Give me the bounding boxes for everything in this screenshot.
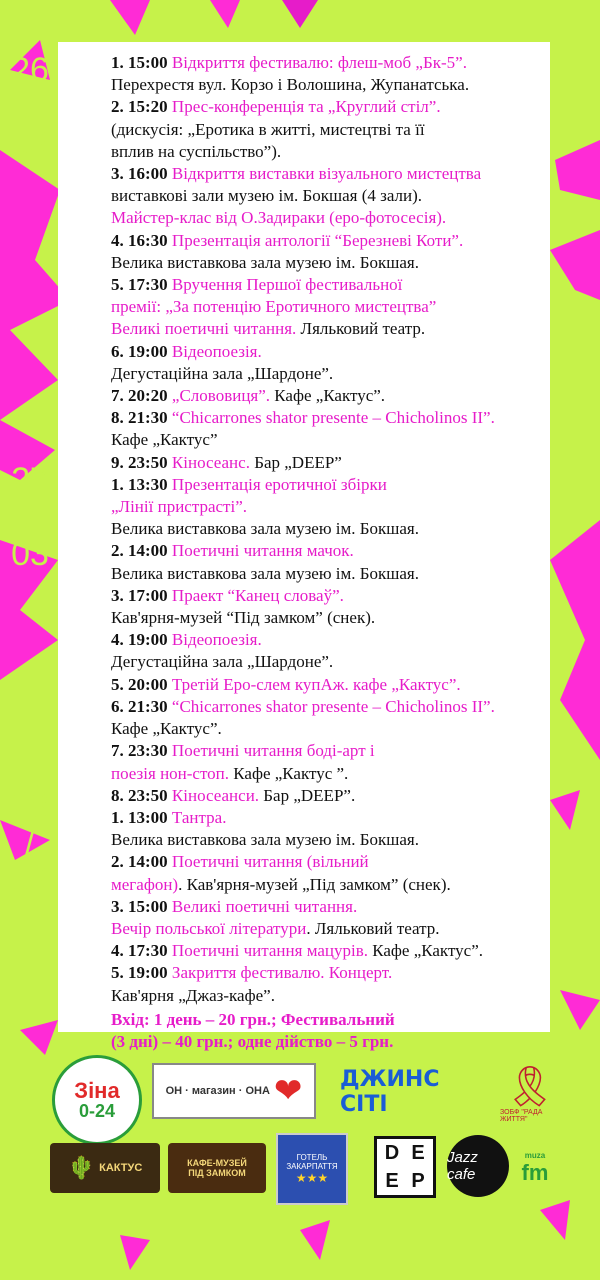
schedule-line xyxy=(111,651,551,673)
event-title: Поетичні читання (вільний xyxy=(171,852,369,872)
event-time: 4. 19:00 xyxy=(111,630,172,650)
ribbon-icon: 🎗 xyxy=(504,1065,556,1109)
event-time: 1. 13:00 xyxy=(111,807,172,827)
event-title: Презентація еротичної збірки xyxy=(171,474,387,494)
schedule-line xyxy=(111,296,551,318)
event-time: 5. 19:00 xyxy=(111,963,172,983)
event-venue: Кафе „Кактус”. xyxy=(367,941,483,961)
fm-text: fm xyxy=(521,1159,549,1185)
event-venue: Дегустаційна зала „Шардоне”. xyxy=(111,363,334,383)
schedule-line xyxy=(111,518,551,540)
event-venue: Велика виставкова зала музею ім. Бокшая. xyxy=(111,563,420,583)
heart-icon: ❤ xyxy=(273,1072,303,1110)
event-time: 9. 23:50 xyxy=(111,452,172,472)
event-time: 3. 17:00 xyxy=(111,585,172,605)
ribbon-text: ЗОБФ "РАДА ЖИТТЯ" xyxy=(500,1109,543,1123)
schedule-line xyxy=(111,851,551,873)
schedule-line xyxy=(111,207,551,229)
zina-logo xyxy=(52,1055,142,1145)
event-title: Відкриття фестивалю: флеш-моб „Бк-5”. xyxy=(171,53,467,72)
event-venue: . Кав'ярня-музей „Під замком” (снек). xyxy=(178,874,451,894)
event-venue: Бар „DEEP” xyxy=(254,452,342,472)
awareness-ribbon-logo xyxy=(500,1058,560,1130)
event-title: „Лінії пристрасті”. xyxy=(111,497,248,517)
event-time: 5. 20:00 xyxy=(111,674,172,694)
event-title: Відеопоезія. xyxy=(171,630,262,650)
deep-letter: E xyxy=(411,1142,425,1164)
deep-letter: D xyxy=(384,1142,400,1164)
schedule-line xyxy=(111,696,551,718)
date-28-03 xyxy=(0,788,60,899)
event-time: 8. 21:30 xyxy=(111,408,172,428)
date-month: 03 xyxy=(11,861,49,899)
event-title: Вручення Першої фестивальної xyxy=(171,275,403,295)
schedule-line xyxy=(111,141,551,163)
event-venue: Велика виставкова зала музею ім. Бокшая. xyxy=(111,252,420,272)
event-venue: Бар „DEEP”. xyxy=(263,785,356,805)
schedule-line xyxy=(111,918,551,940)
schedule-line xyxy=(111,874,551,896)
event-venue: Кафе „Кактус ”. xyxy=(233,763,349,783)
event-title: “Chicarrones shator presente – Chicholinos II”. xyxy=(171,408,495,428)
event-title: Третій Еро-слем купАж. кафе „Кактус”. xyxy=(171,674,461,694)
event-time: 1. 13:30 xyxy=(111,474,172,494)
event-venue: Перехрестя вул. Корзо і Волошина, Жупанатська. xyxy=(111,75,470,95)
jeans-city-logo xyxy=(340,1067,480,1117)
event-venue: Кав'ярня „Джаз-кафе”. xyxy=(111,985,275,1005)
event-title: Тантра. xyxy=(171,807,227,827)
admission-line: Вхід: 1 день – 20 грн.; Фестивальний xyxy=(111,1009,395,1029)
schedule-line xyxy=(111,496,551,518)
zina-name: Зіна xyxy=(74,1078,120,1103)
event-title: Поетичні читання мацурів. xyxy=(171,941,368,961)
event-venue: Велика виставкова зала музею ім. Бокшая. xyxy=(111,830,420,850)
schedule-line xyxy=(111,474,551,496)
event-venue: Кафе „Кактус”. xyxy=(111,719,222,739)
fm-small-text: muza xyxy=(524,1150,546,1160)
jazz-text: Jazz cafe xyxy=(447,1149,478,1183)
event-venue: вплив на суспільство”). xyxy=(111,141,282,161)
jeans-city-text: ДЖИНС СІТІ xyxy=(340,1067,440,1117)
event-title: Кіносеанси. xyxy=(171,785,264,805)
schedule-line xyxy=(111,740,551,762)
onona-text: ОН · магазин · ОНА xyxy=(165,1085,270,1097)
event-time: 2. 14:00 xyxy=(111,541,172,561)
schedule-line xyxy=(111,318,551,340)
admission-info xyxy=(111,1009,551,1053)
deep-letter: E xyxy=(385,1170,399,1192)
event-title: мегафон) xyxy=(111,874,179,894)
event-title: “Chicarrones shator presente – Chicholinos II”. xyxy=(171,696,495,716)
event-title: Вечір польської літератури xyxy=(111,918,307,938)
date-day: 27 xyxy=(11,461,49,499)
zina-hours: 0-24 xyxy=(78,1101,116,1121)
admission-line: (3 дні) – 40 грн.; одне дійство – 5 грн. xyxy=(111,1031,394,1051)
event-title: Закриття фестивалю. Концерт. xyxy=(171,963,393,983)
event-title: Презентація антології “Березневі Коти”. xyxy=(171,230,464,250)
event-time: 5. 17:30 xyxy=(111,275,172,295)
event-title: Майстер-клас від О.Задираки (еро-фотосесія). xyxy=(111,208,447,228)
date-separator: / xyxy=(25,498,35,536)
event-time: 2. 15:20 xyxy=(111,97,172,117)
event-venue: Ляльковий театр. xyxy=(300,319,426,339)
schedule-line xyxy=(111,274,551,296)
muza-fm-logo xyxy=(512,1148,558,1188)
schedule-line xyxy=(111,119,551,141)
event-time: 6. 21:30 xyxy=(111,696,172,716)
schedule-line xyxy=(111,452,551,474)
event-title: премії: „За потенцію Еротичного мистецтва” xyxy=(111,297,437,317)
zamkom-bottom-text: ПІД ЗАМКОМ xyxy=(188,1168,246,1178)
jazz-cafe-logo xyxy=(447,1135,509,1197)
date-month: 03 xyxy=(11,125,49,163)
date-separator: / xyxy=(25,824,35,862)
schedule-line xyxy=(111,629,551,651)
schedule-line xyxy=(111,785,551,807)
event-time: 2. 14:00 xyxy=(111,852,172,872)
zamkom-top-text: КАФЕ-МУЗЕЙ xyxy=(187,1158,247,1168)
schedule-line xyxy=(111,585,551,607)
event-time: 8. 23:50 xyxy=(111,785,172,805)
schedule-line xyxy=(111,718,551,740)
deep-letter: P xyxy=(411,1170,425,1192)
schedule-line xyxy=(111,407,551,429)
schedule-line xyxy=(111,74,551,96)
event-title: Кіносеанс. xyxy=(171,452,255,472)
schedule-line xyxy=(111,363,551,385)
schedule-line xyxy=(111,940,551,962)
cactus-icon: 🌵 xyxy=(67,1155,96,1180)
schedule-line xyxy=(111,896,551,918)
event-title: Прес-конференція та „Круглий стіл”. xyxy=(171,97,441,117)
event-title: Великі поетичні читання. xyxy=(171,896,358,916)
event-time: 6. 19:00 xyxy=(111,341,172,361)
event-venue: (дискусія: „Еротика в житті, мистецтві та її xyxy=(111,119,425,139)
event-venue: Кафе „Кактус” xyxy=(111,430,218,450)
event-time: 4. 17:30 xyxy=(111,941,172,961)
schedule-line xyxy=(111,807,551,829)
event-title: Поетичні читання мачок. xyxy=(171,541,354,561)
schedule-line xyxy=(111,429,551,451)
schedule-line xyxy=(111,763,551,785)
schedule-line xyxy=(111,985,551,1007)
event-venue: Дегустаційна зала „Шардоне”. xyxy=(111,652,334,672)
schedule-line xyxy=(111,674,551,696)
date-27-03 xyxy=(0,462,60,573)
event-time: 7. 23:30 xyxy=(111,741,172,761)
schedule-line xyxy=(111,163,551,185)
schedule-line xyxy=(111,563,551,585)
hotel-text: ГОТЕЛЬ ЗАКАРПАТТЯ xyxy=(286,1153,338,1171)
schedule-line xyxy=(111,385,551,407)
event-time: 3. 16:00 xyxy=(111,164,172,184)
kaktus-text: КАКТУС xyxy=(99,1162,143,1174)
event-venue: . Ляльковий театр. xyxy=(306,918,440,938)
onona-logo xyxy=(152,1063,316,1119)
event-title: Праект “Канец словаў”. xyxy=(171,585,344,605)
date-separator: / xyxy=(25,88,35,126)
top-triangle-marker xyxy=(282,0,318,30)
date-day: 28 xyxy=(11,787,49,825)
stars-icon: ★★★ xyxy=(295,1171,329,1185)
schedule-line xyxy=(111,96,551,118)
deep-bar-logo xyxy=(374,1136,436,1198)
event-time: 1. 15:00 xyxy=(111,53,172,72)
event-venue: виставкові зали музею ім. Бокшая (4 зали). xyxy=(111,186,423,206)
schedule-line xyxy=(111,52,551,74)
hotel-zakarpattia-logo xyxy=(276,1133,348,1205)
event-title: поезія нон-стоп. xyxy=(111,763,234,783)
event-time: 3. 15:00 xyxy=(111,896,172,916)
schedule-line xyxy=(111,607,551,629)
event-time: 7. 20:20 xyxy=(111,386,172,406)
schedule-line xyxy=(111,252,551,274)
schedule-line xyxy=(111,230,551,252)
event-title: Великі поетичні читання. xyxy=(111,319,301,339)
event-title: Відкриття виставки візуального мистецтва xyxy=(171,164,482,184)
schedule-line xyxy=(111,341,551,363)
schedule-line xyxy=(111,540,551,562)
schedule-line xyxy=(111,829,551,851)
date-26-03 xyxy=(0,52,60,163)
event-title: Поетичні читання боді-арт і xyxy=(171,741,375,761)
schedule-list xyxy=(111,52,551,1053)
date-day: 26 xyxy=(11,51,49,89)
schedule-line xyxy=(111,185,551,207)
event-venue: Кав'ярня-музей “Під замком” (снек). xyxy=(111,608,376,628)
event-time: 4. 16:30 xyxy=(111,230,172,250)
event-venue: Велика виставкова зала музею ім. Бокшая. xyxy=(111,519,420,539)
schedule-line xyxy=(111,962,551,984)
date-month: 03 xyxy=(11,535,49,573)
pid-zamkom-logo xyxy=(168,1143,266,1193)
kaktus-logo xyxy=(50,1143,160,1193)
event-title: „Слововиця”. xyxy=(171,386,275,406)
event-venue: Кафе „Кактус”. xyxy=(274,386,386,406)
event-title: Відеопоезія. xyxy=(171,341,262,361)
